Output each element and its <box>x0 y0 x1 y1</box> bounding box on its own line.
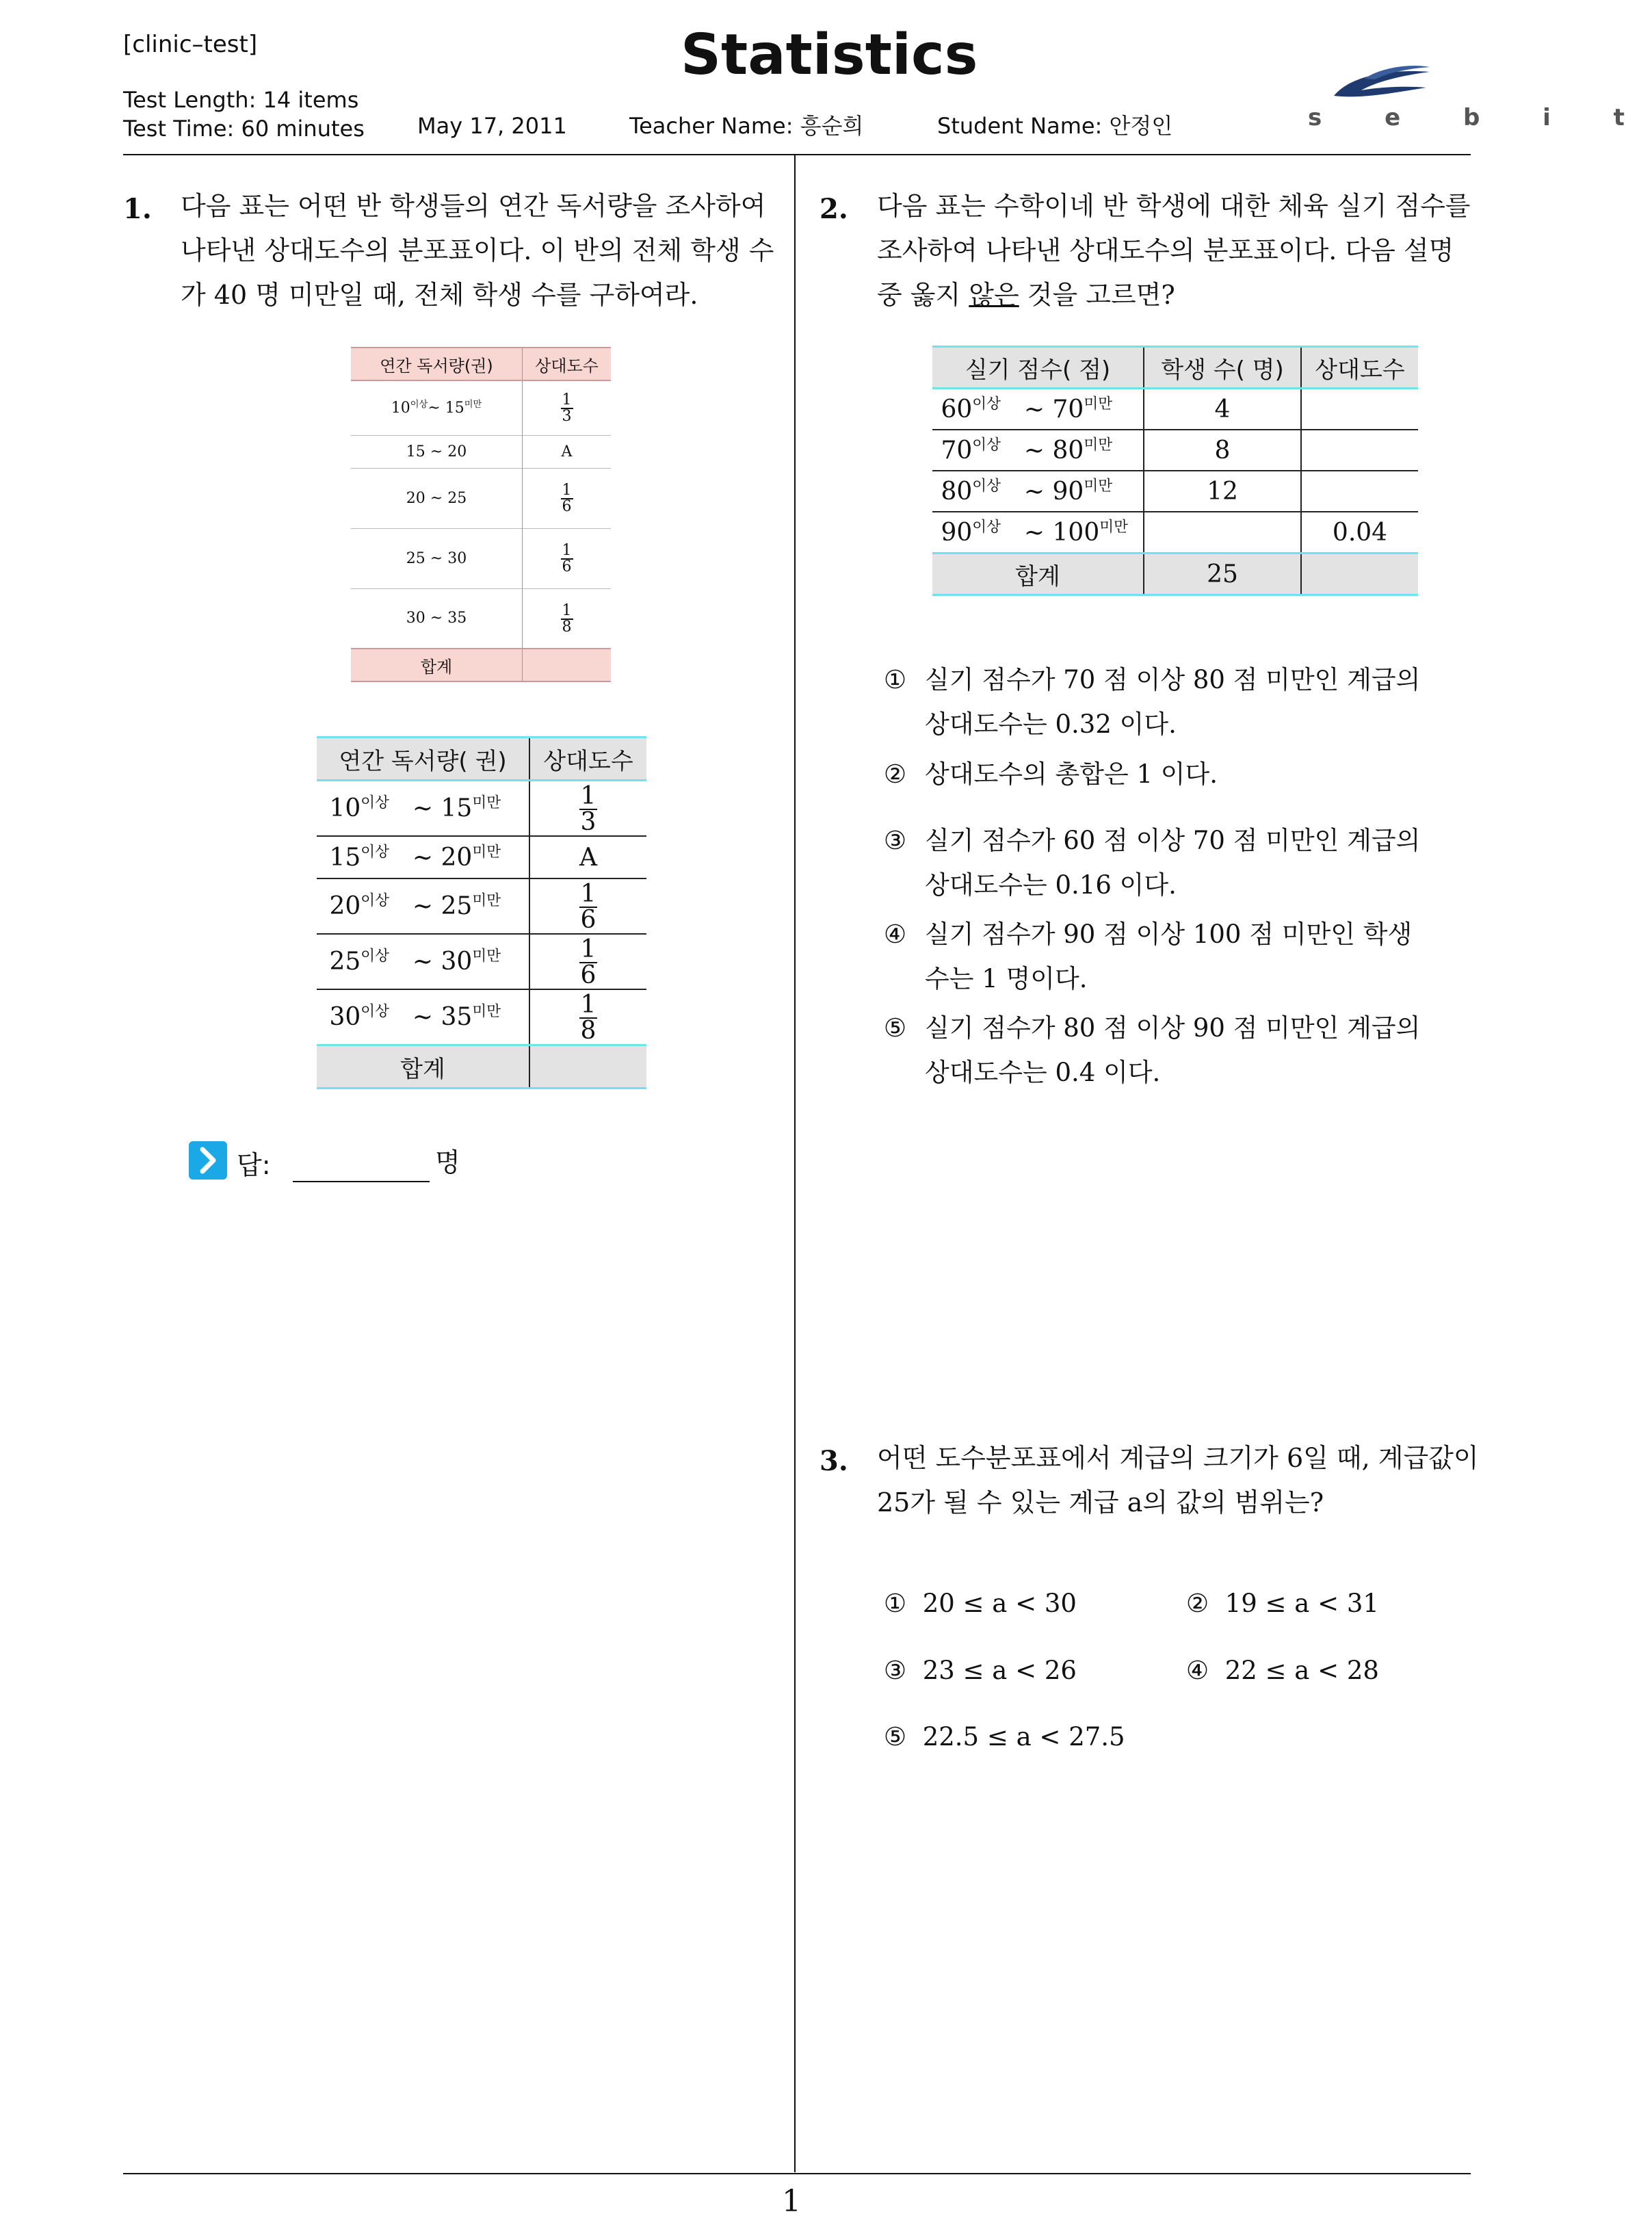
table-header: 상대도수 <box>529 738 646 781</box>
table-row: $80^{이상}$ ~ $90^{미만}$ 12 <box>932 471 1418 512</box>
table-total-row: 합계 <box>317 1045 646 1089</box>
q3-option-2[interactable]: ② 19 ≤ a < 31 <box>1186 1589 1379 1618</box>
column-divider <box>794 154 796 2172</box>
q1-line-1: 다음 표는 어떤 반 학생들의 연간 독서량을 조사하여 <box>181 191 766 221</box>
q1-number: 1. <box>123 193 152 225</box>
table-row: 25 ~ 30 $\frac{1}{6}$ <box>351 528 611 588</box>
table-header: 학생 수( 명) <box>1144 347 1301 389</box>
table-header: 상대도수 <box>523 348 612 380</box>
answer-blank[interactable] <box>293 1181 430 1182</box>
q2-option-4[interactable]: ④ <box>884 920 907 949</box>
test-length: Test Length: 14 items <box>123 87 359 113</box>
q2-line-1: 다음 표는 수학이네 반 학생에 대한 체육 실기 점수를 <box>877 191 1471 221</box>
q2-option-3-line-2: 상대도수는 0.16 이다. <box>925 870 1177 900</box>
table-header: 연간 독서량(권) <box>351 348 523 380</box>
q3-line-1: 어떤 도수분포표에서 계급의 크기가 6일 때, 계급값이 <box>877 1443 1479 1473</box>
table-row: 20 ~ 25 $\frac{1}{6}$ <box>351 468 611 528</box>
teacher-name: Teacher Name: 흥순희 <box>629 113 864 139</box>
q3-line-2: 25가 될 수 있는 계급 a의 값의 범위는? <box>877 1487 1324 1518</box>
q2-option-5-line-2: 상대도수는 0.4 이다. <box>925 1058 1161 1087</box>
q2-option-1[interactable]: ① <box>884 665 907 694</box>
page-title: Statistics <box>681 23 978 88</box>
q3-option-5[interactable]: ⑤ 22.5 ≤ a < 27.5 <box>884 1722 1125 1751</box>
table-header: 연간 독서량( 권) <box>317 738 529 781</box>
table-row: 15 ~ 20 A <box>351 435 611 468</box>
table-row: $10^{이상}$ ~ $15^{미만}$ $\frac{1}{3}$ <box>317 781 646 837</box>
answer-label: 답: <box>237 1150 271 1180</box>
q2-option-1-line-1: 실기 점수가 70 점 이상 80 점 미만인 계급의 <box>925 665 1421 694</box>
q2-option-5-line-1: 실기 점수가 80 점 이상 90 점 미만인 계급의 <box>925 1013 1421 1043</box>
q2-option-3-line-1: 실기 점수가 60 점 이상 70 점 미만인 계급의 <box>925 826 1421 855</box>
table-total-row: 합계 <box>351 649 611 681</box>
answer-unit: 명 <box>435 1147 460 1177</box>
q2-option-4-line-1: 실기 점수가 90 점 이상 100 점 미만인 학생 <box>925 920 1413 949</box>
table-row: $10^{이상}\sim$ $15^{미만}$ $\frac{1}{3}$ <box>351 380 611 435</box>
q2-line-2: 조사하여 나타낸 상대도수의 분포표이다. 다음 설명 <box>877 235 1454 265</box>
q2-option-2[interactable]: ② <box>884 759 907 789</box>
q1-line-3: 가 40 명 미만일 때, 전체 학생 수를 구하여라. <box>181 280 698 310</box>
table-row: $70^{이상}$ ~ $80^{미만}$ 8 <box>932 430 1418 471</box>
table-row: $20^{이상}$ ~ $25^{미만}$ $\frac{1}{6}$ <box>317 878 646 934</box>
q1-line-2: 나타낸 상대도수의 분포표이다. 이 반의 전체 학생 수 <box>181 235 774 265</box>
test-tag: [clinic–test] <box>123 31 258 58</box>
table-total-row: 합계 25 <box>932 554 1418 595</box>
test-date: May 17, 2011 <box>417 113 567 139</box>
header-rule <box>123 154 1471 155</box>
logo-text: s e b i t <box>1308 104 1652 131</box>
q3-option-3[interactable]: ③ 23 ≤ a < 26 <box>884 1656 1077 1685</box>
q3-number: 3. <box>820 1445 848 1477</box>
q2-option-2-line-1: 상대도수의 총합은 1 이다. <box>925 759 1218 789</box>
test-time: Test Time: 60 minutes <box>123 116 365 142</box>
q3-option-4[interactable]: ④ 22 ≤ a < 28 <box>1186 1656 1379 1685</box>
q2-number: 2. <box>820 193 848 225</box>
table-row: $60^{이상}$ ~ $70^{미만}$ 4 <box>932 389 1418 430</box>
footer-rule <box>123 2173 1471 2174</box>
q2-line-3: 중 옳지 않은 것을 고르면? <box>877 280 1175 310</box>
q1-table-small <box>351 347 611 682</box>
table-row: $90^{이상}$ ~ $100^{미만}$ 0.04 <box>932 512 1418 554</box>
table-row: 30 ~ 35 $\frac{1}{8}$ <box>351 588 611 649</box>
q2-option-4-line-2: 수는 1 명이다. <box>925 964 1088 993</box>
student-name: Student Name: 안정인 <box>937 113 1173 139</box>
page-number: 1 <box>782 2184 801 2219</box>
q2-option-3[interactable]: ③ <box>884 826 907 855</box>
table-row: $25^{이상}$ ~ $30^{미만}$ $\frac{1}{6}$ <box>317 934 646 989</box>
table-row: $30^{이상}$ ~ $35^{미만}$ $\frac{1}{8}$ <box>317 989 646 1045</box>
q2-table <box>932 346 1418 596</box>
q2-option-5[interactable]: ⑤ <box>884 1013 907 1043</box>
q3-option-1[interactable]: ① 20 ≤ a < 30 <box>884 1589 1077 1618</box>
table-row: $15^{이상}$ ~ $20^{미만}$ A <box>317 836 646 878</box>
table-header: 상대도수 <box>1301 347 1418 389</box>
table-header: 실기 점수( 점) <box>932 347 1144 389</box>
q1-table <box>317 736 646 1089</box>
underlined-word: 않은 <box>969 280 1019 310</box>
answer-arrow-icon <box>189 1141 227 1180</box>
sebit-logo <box>1300 48 1652 137</box>
q2-option-1-line-2: 상대도수는 0.32 이다. <box>925 709 1177 739</box>
